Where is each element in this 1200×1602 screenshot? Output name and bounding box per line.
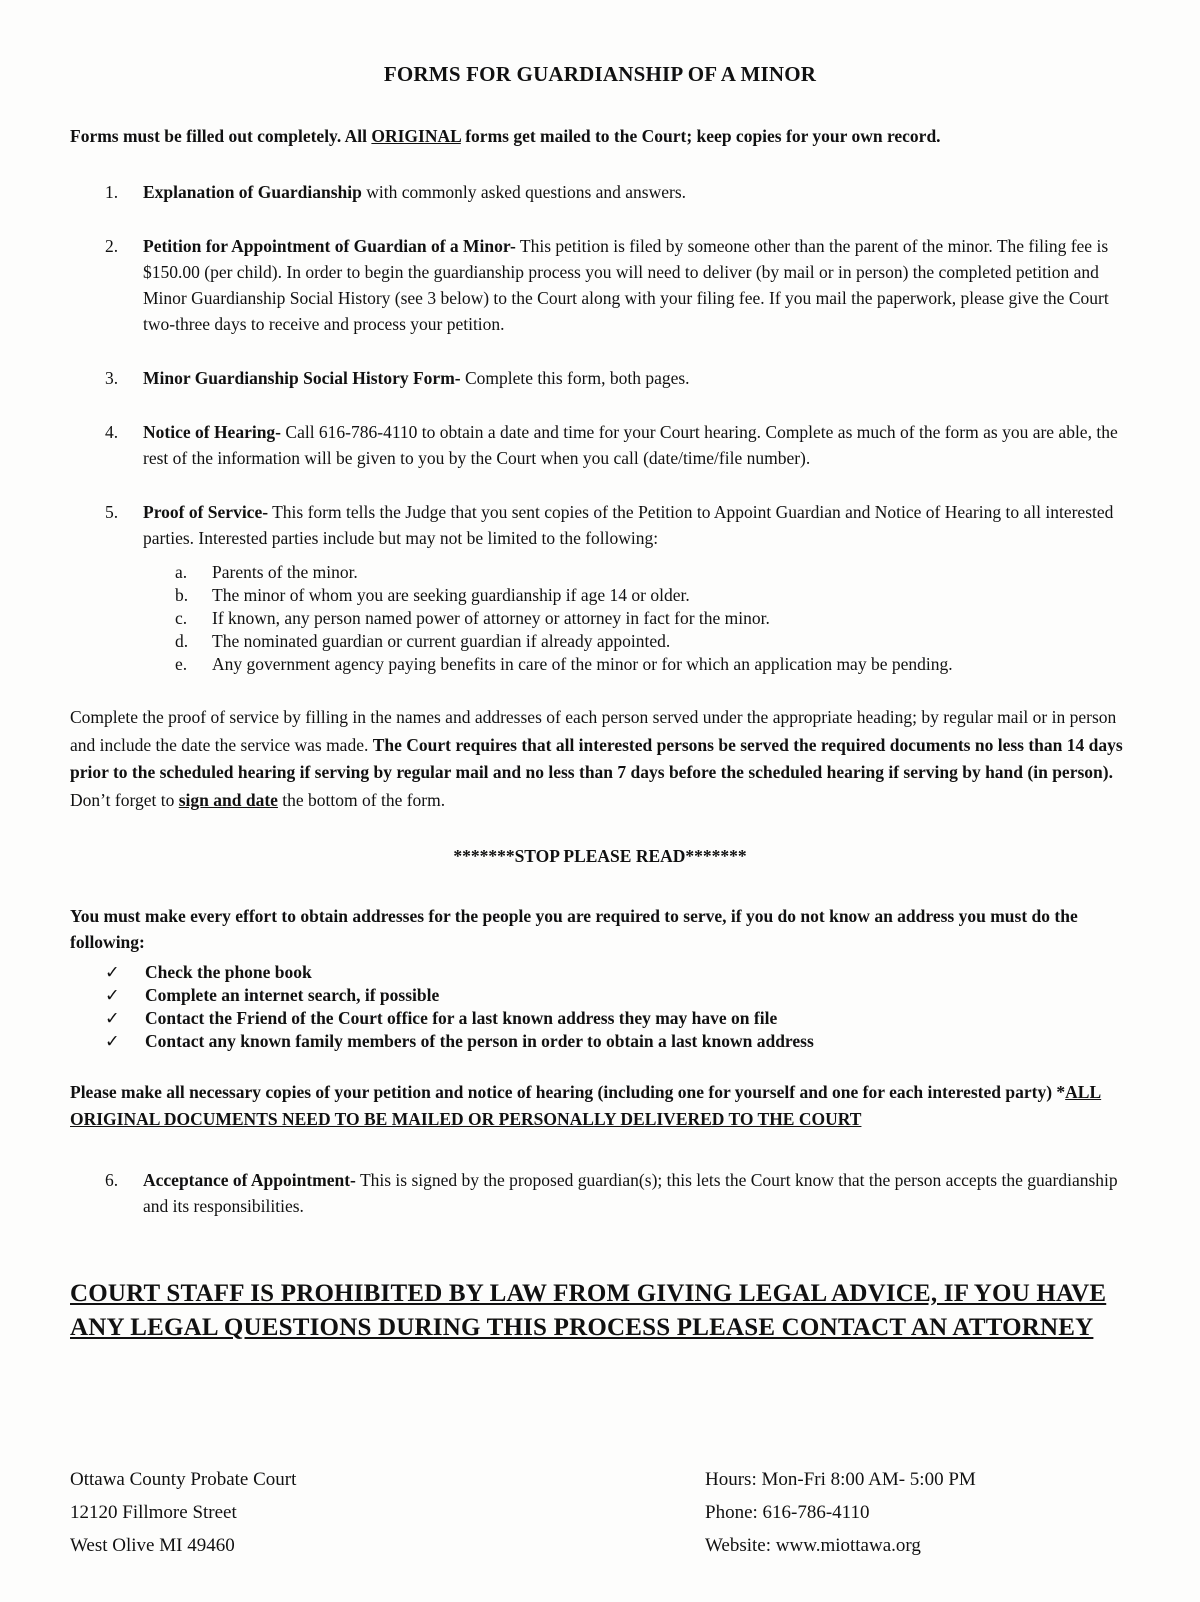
item-body-text: This is signed by the proposed guardian(s); this lets the Court know that the person accepts the guardianship and its responsibilities.	[143, 1170, 1118, 1216]
check-icon: ✓	[105, 1031, 120, 1051]
item-lead-bold: Acceptance of Appointment-	[143, 1170, 356, 1190]
item-body-text: This petition is filed by someone other than the parent of the minor. The filing fee is $150.00 (per child). In order to begin the guardianship process you will need to deliver (by mail or in person) the completed petition and Minor Guardianship Social History (see 3 below) to the Court along with your filing fee. If you mail the paperwork, please give the Court two-three days to receive and process your petition.	[143, 236, 1109, 334]
check-item-text: Check the phone book	[145, 962, 312, 982]
item-lead-bold: Petition for Appointment of Guardian of a Minor-	[143, 236, 516, 256]
item-number: 2.	[105, 236, 119, 256]
footer-court-address	[70, 1463, 705, 1562]
sub-item-a	[175, 561, 1130, 584]
sub-item-letter: b.	[175, 585, 189, 605]
intro-paragraph	[70, 123, 1130, 149]
copies-text: Please make all necessary copies of your petition and notice of hearing (including one for yourself and one for each interested party) *	[70, 1082, 1066, 1102]
check-icon: ✓	[105, 1008, 120, 1028]
footer	[70, 1463, 1130, 1562]
intro-original-underlined: ORIGINAL	[371, 126, 461, 146]
footer-street: 12120 Fillmore Street	[70, 1502, 237, 1523]
stop-please-read-heading: *******STOP PLEASE READ*******	[453, 846, 747, 866]
item-number: 4.	[105, 422, 119, 442]
numbered-item-1	[105, 179, 1130, 205]
service-text-2: Don’t forget to	[70, 789, 179, 810]
interested-parties-list	[175, 561, 1130, 676]
item-body-text: This form tells the Judge that you sent copies of the Petition to Appoint Guardian and Notice of Hearing to all interested parties. Interested parties include but may not be limited to the following:	[143, 502, 1114, 548]
intro-text-post: forms get mailed to the Court; keep copies for your own record.	[460, 126, 941, 146]
numbered-item-3	[105, 365, 1130, 391]
item-text	[143, 499, 1130, 551]
sub-item-letter: e.	[175, 654, 188, 674]
copies-underlined-notice: ALL ORIGINAL DOCUMENTS NEED TO BE MAILED OR PERSONALLY DELIVERED TO THE COURT	[70, 1082, 1102, 1129]
item-body-text: Call 616-786-4110 to obtain a date and time for your Court hearing. Complete as much of the form as you are able, the rest of the information will be given to you by the Court when you call (date/time/file number).	[143, 422, 1118, 468]
check-item-friend-of-court	[105, 1007, 1130, 1030]
proof-of-service-paragraph	[70, 704, 1130, 814]
sub-item-c	[175, 607, 1130, 630]
document-title: FORMS FOR GUARDIANSHIP OF A MINOR	[383, 62, 817, 86]
item-text	[143, 365, 1130, 391]
item-lead-bold: Notice of Hearing-	[143, 422, 282, 442]
item-lead-bold: Proof of Service-	[143, 502, 269, 522]
address-check-list	[105, 961, 1130, 1053]
check-item-text: Complete an internet search, if possible	[145, 985, 440, 1005]
numbered-item-2	[105, 233, 1130, 337]
service-text-3: the bottom of the form.	[277, 789, 446, 810]
item-text	[143, 1167, 1130, 1219]
service-bold-requirement: The Court requires that all interested persons be served the required documents no less than 14 days prior to the scheduled hearing if serving by regular mail and no less than 7 days before the scheduled hearing if serving by hand (in person).	[70, 734, 1123, 782]
sub-item-letter: d.	[175, 631, 189, 651]
item-text	[143, 233, 1130, 337]
sub-item-text: Parents of the minor.	[212, 562, 358, 582]
sign-and-date-emphasis: sign and date	[178, 789, 278, 810]
footer-phone: Phone: 616-786-4110	[705, 1502, 870, 1523]
sub-item-text: The minor of whom you are seeking guardianship if age 14 or older.	[212, 585, 690, 605]
sub-item-d	[175, 630, 1130, 653]
sub-item-b	[175, 584, 1130, 607]
sub-item-e	[175, 653, 1130, 676]
service-text-1: Complete the proof of service by filling in the names and addresses of each person served under the appropriate heading; by regular mail or in person and include the date the service was made.	[70, 707, 1117, 755]
sub-item-letter: c.	[175, 608, 188, 628]
intro-text-pre: Forms must be filled out completely. All	[70, 126, 372, 146]
numbered-item-6	[105, 1167, 1130, 1219]
copies-paragraph	[70, 1079, 1130, 1133]
item-lead-bold: Minor Guardianship Social History Form-	[143, 368, 461, 388]
item-number: 6.	[105, 1170, 119, 1190]
check-item-phone-book	[105, 961, 1130, 984]
check-icon: ✓	[105, 985, 120, 1005]
item-number: 5.	[105, 502, 119, 522]
item-text	[143, 419, 1130, 471]
sub-item-letter: a.	[175, 562, 188, 582]
footer-court-name: Ottawa County Probate Court	[70, 1469, 297, 1490]
check-item-text: Contact the Friend of the Court office for a last known address they may have on file	[145, 1008, 778, 1028]
item-number: 1.	[105, 182, 119, 202]
footer-city-state-zip: West Olive MI 49460	[70, 1535, 235, 1556]
item-number: 3.	[105, 368, 119, 388]
item-text	[143, 179, 1130, 205]
footer-hours: Hours: Mon-Fri 8:00 AM- 5:00 PM	[705, 1469, 976, 1490]
sub-item-text: If known, any person named power of attorney or attorney in fact for the minor.	[212, 608, 770, 628]
footer-website: Website: www.miottawa.org	[705, 1535, 921, 1556]
item-body-text: Complete this form, both pages.	[460, 368, 690, 388]
numbered-item-4	[105, 419, 1130, 471]
legal-advice-notice: COURT STAFF IS PROHIBITED BY LAW FROM GIVING LEGAL ADVICE, IF YOU HAVE ANY LEGAL QUESTIONS DURING THIS PROCESS PLEASE CONTACT AN ATTORNEY	[70, 1280, 1107, 1341]
check-item-internet-search	[105, 984, 1130, 1007]
numbered-item-5	[105, 499, 1130, 551]
address-effort-notice: You must make every effort to obtain addresses for the people you are required to serve, if you do not know an address you must do the following:	[70, 906, 1078, 952]
footer-contact-info	[705, 1463, 1130, 1562]
sub-item-text: Any government agency paying benefits in care of the minor or for which an application may be pending.	[212, 654, 953, 674]
item-body-text: with commonly asked questions and answers.	[361, 182, 687, 202]
check-item-text: Contact any known family members of the person in order to obtain a last known address	[145, 1031, 814, 1051]
item-lead-bold: Explanation of Guardianship	[143, 182, 362, 202]
check-item-family-members	[105, 1030, 1130, 1053]
sub-item-text: The nominated guardian or current guardian if already appointed.	[212, 631, 671, 651]
check-icon: ✓	[105, 962, 120, 982]
